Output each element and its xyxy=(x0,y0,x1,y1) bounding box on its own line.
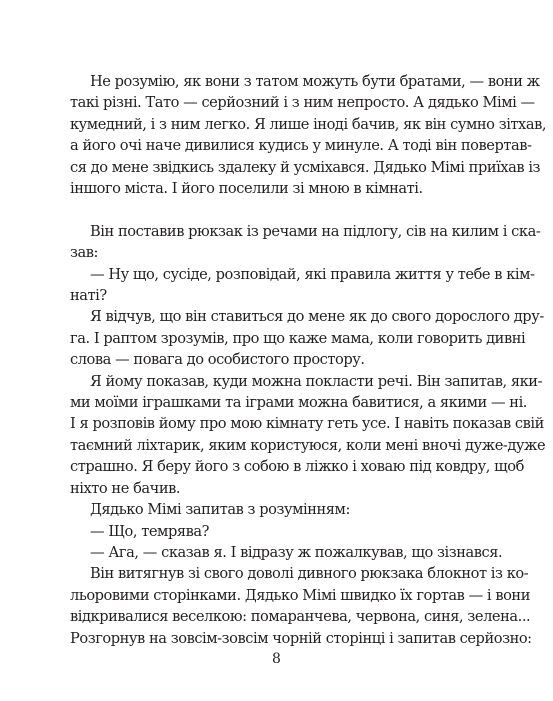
text-line: відкривалися веселкою: помаранчева, червона, синя, зелена... xyxy=(70,608,531,626)
text-line: ніхто не бачив. xyxy=(70,479,181,497)
page-number: 8 xyxy=(272,651,281,667)
text-line: наті? xyxy=(70,287,107,305)
text-line: таємний ліхтарик, яким користуюся, коли мені вночі дуже-дуже xyxy=(70,436,546,454)
text-line: зав: xyxy=(70,244,98,262)
text-line: ми моїми іграшками та іграми можна бавитися, а якими — ні. xyxy=(70,394,527,412)
text-line: — Що, темрява? xyxy=(90,522,210,540)
text-line: га. І раптом зрозумів, про що каже мама, коли говорить дивні xyxy=(70,329,526,347)
text-line: — Ага, — сказав я. І відразу ж пожалкував, що зізнався. xyxy=(90,543,503,561)
text-line: Розгорнув на зовсім-зовсім чорній сторінці і запитав серйозно: xyxy=(70,629,532,647)
text-line: кумедний, і з ним легко. Я лише іноді бачив, як він сумно зітхав, xyxy=(70,115,547,133)
text-line: ся до мене звідкись здалеку й усміхався. Дядько Мімі приїхав із xyxy=(70,158,541,176)
text-line: страшно. Я беру його з собою в ліжко і ховаю під ковдру, щоб xyxy=(70,458,524,476)
text-line: Я відчув, що він ставиться до мене як до свого дорослого дру- xyxy=(90,308,544,326)
text-line: Він поставив рюкзак із речами на підлогу, сів на килим і ска- xyxy=(90,222,541,240)
paragraph-gap xyxy=(70,199,485,220)
text-line: Не розумію, як вони з татом можуть бути братами, — вони ж xyxy=(90,73,540,90)
text-line: І я розповів йому про мою кімнату геть усе. І навіть показав свій xyxy=(70,415,544,433)
text-line: такі різні. Тато — серйозний і з ним непросто. А дядько Мімі — xyxy=(70,94,535,112)
text-line: Він витягнув зі свого доволі дивного рюкзака блокнот із ко- xyxy=(90,565,529,583)
text-line: Дядько Мімі запитав з розумінням: xyxy=(90,501,350,519)
text-line: Я йому показав, куди можна покласти речі. Він запитав, яки- xyxy=(90,372,543,390)
text-line: а його очі наче дивилися кудись у минуле. А тоді він повертав- xyxy=(70,137,532,155)
text-line: слова — повага до особистого простору. xyxy=(70,351,365,369)
text-line: іншого міста. І його поселили зі мною в кімнаті. xyxy=(70,180,423,198)
page-body xyxy=(70,71,547,649)
text-line: — Ну що, сусіде, розповідай, які правила життя у тебе в кім- xyxy=(90,265,535,283)
text-line: льоровими сторінками. Дядько Мімі швидко їх гортав — і вони xyxy=(70,586,530,604)
